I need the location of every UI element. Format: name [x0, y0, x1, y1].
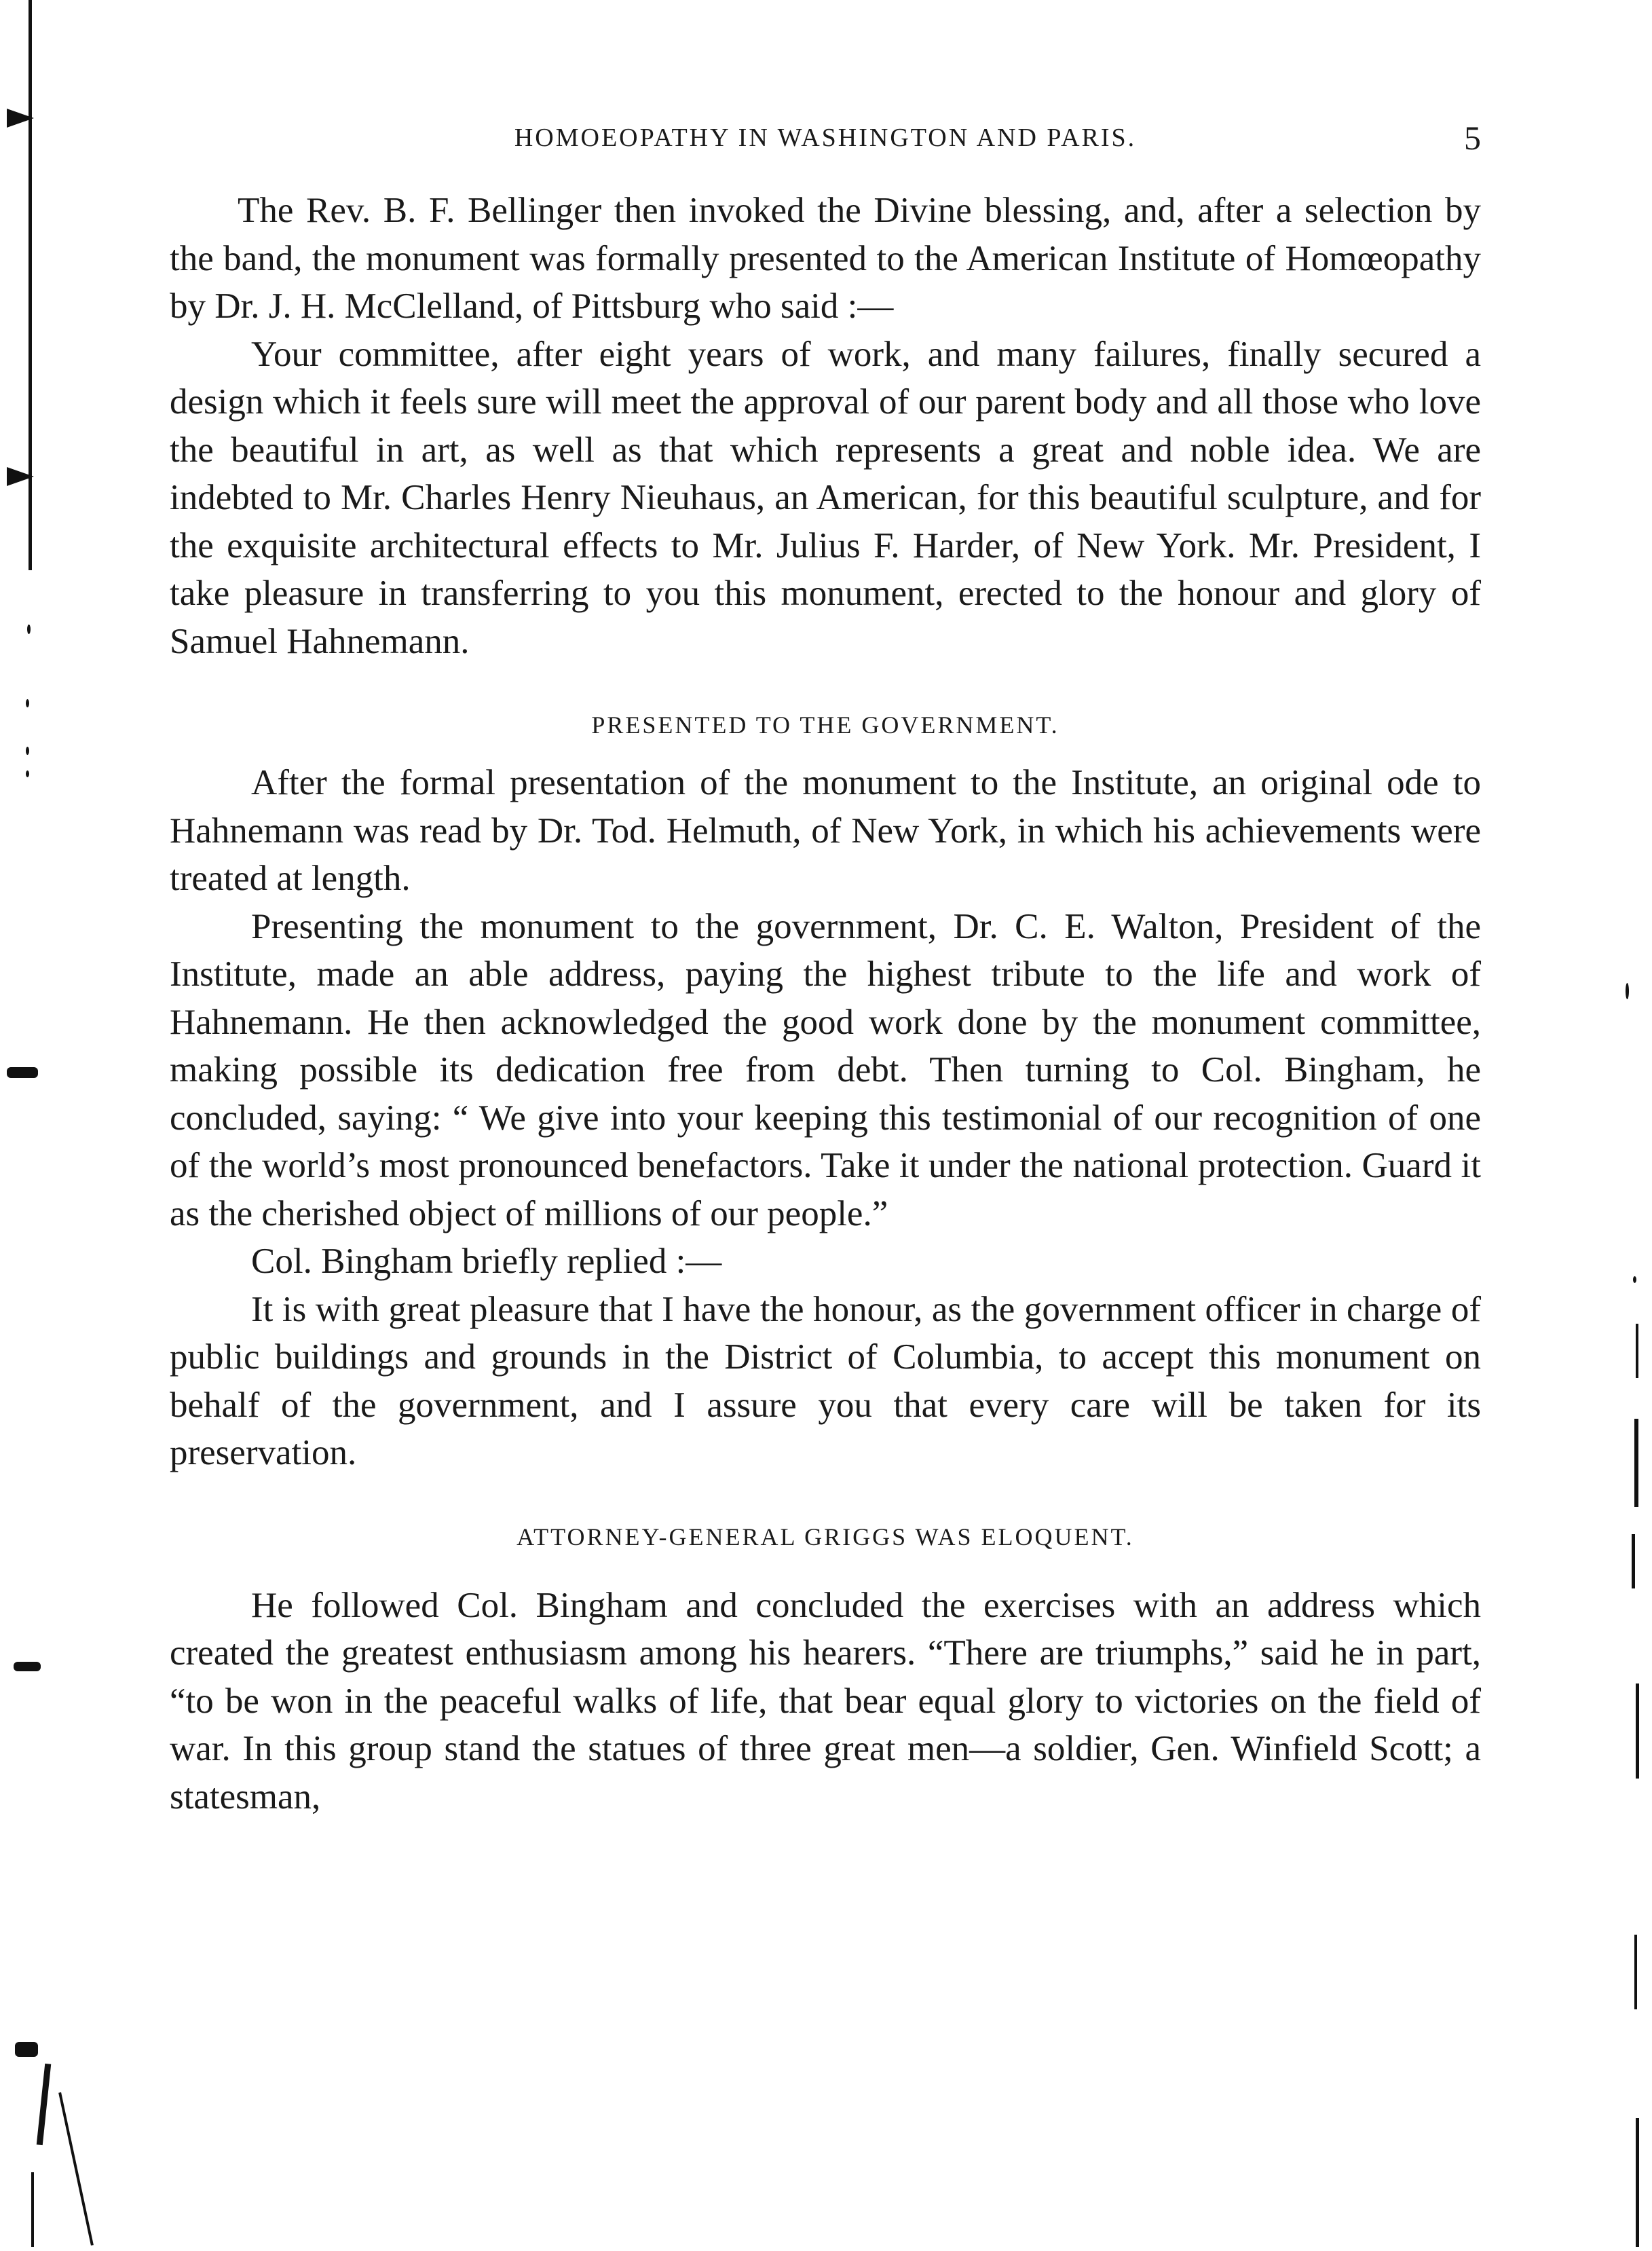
paragraph-committee-speech: Your committee, after eight years of work, and many failures, finally secured a design which it feels sure will meet the approval of our parent body and all those who love the beautiful in art, as well as that which represents a great and noble idea. We are indebted to Mr. Charles Henry Nieuhaus, an American, for this beautiful sculpture, and for the exquisite architectural effects to Mr. Julius F. Harder, of New York. Mr. President, I take pleasure in transferring to you this monument, erected to the honour and glory of Samuel Hahnemann.	[170, 334, 1481, 661]
margin-blot	[15, 2042, 38, 2057]
margin-arrow-mark	[7, 467, 34, 486]
margin-speck	[27, 625, 31, 634]
paragraph-invocation: The Rev. B. F. Bellinger then invoked the Divine blessing, and, after a selection by the band, the monument was formally presented to the American Institute of Homœopathy by Dr. J. H. McClelland, of Pittsburg who said :—	[170, 191, 1481, 326]
page-number: 5	[1464, 119, 1481, 157]
margin-speck	[26, 770, 29, 777]
right-margin-stroke	[1636, 1324, 1638, 1378]
paragraph-griggs-address: He followed Col. Bingham and concluded the exercises with an address which created the greatest enthusiasm among his hearers. “There are triumphs,” said he in part, “to be won in the peaceful walks of life, that bear equal glory to victories on the field of war. In this group stand the statues of three great men—a soldier, Gen. Winfield Scott; a statesman,	[170, 1585, 1481, 1817]
body-text	[170, 187, 1481, 1821]
bottom-margin-stroke	[58, 2092, 94, 2246]
section-heading-government: PRESENTED TO THE GOVERNMENT.	[591, 711, 1059, 739]
bottom-margin-stroke	[31, 2172, 34, 2247]
running-head	[170, 114, 1481, 162]
right-margin-stroke	[1632, 1534, 1635, 1588]
right-margin-stroke	[1634, 1419, 1638, 1507]
margin-blot	[14, 1662, 41, 1671]
margin-arrow-mark	[7, 109, 34, 128]
right-margin-stroke	[1636, 1683, 1639, 1779]
bottom-margin-stroke	[37, 2064, 51, 2145]
section-heading-griggs: ATTORNEY-GENERAL GRIGGS WAS ELOQUENT.	[517, 1523, 1134, 1550]
margin-blot	[7, 1067, 38, 1078]
running-title: HOMOEOPATHY IN WASHINGTON AND PARIS.	[514, 124, 1137, 152]
margin-speck	[26, 699, 29, 707]
paragraph-ode: After the formal presentation of the monument to the Institute, an original ode to Hahnemann was read by Dr. Tod. Helmuth, of New York, in which his achievements were treated at length.	[170, 763, 1481, 898]
right-margin-stroke	[1636, 2118, 1639, 2247]
margin-speck	[1626, 983, 1629, 999]
paragraph-bingham-reply: It is with great pleasure that I have the honour, as the government officer in charge of public buildings and grounds in the District of Columbia, to accept this monument on behalf of the government, and I assure you that every care will be taken for its preservation.	[170, 1289, 1481, 1472]
right-margin-stroke	[1634, 1935, 1637, 2009]
margin-speck	[1633, 1276, 1636, 1283]
margin-speck	[26, 747, 29, 755]
paragraph-bingham-intro: Col. Bingham briefly replied :—	[251, 1242, 722, 1281]
paragraph-walton-address: Presenting the monument to the government, Dr. C. E. Walton, President of the Institute, made an able address, paying the highest tribute to the life and work of Hahnemann. He then acknowledged the good work done by the monument committee, making possible its dedication free from debt. Then turning to Col. Bingham, he concluded, saying: “ We give into your keeping this testimonial of our recognition of one of the world’s most pronounced benefactors. Take it under the national protection. Guard it as the cherished object of millions of our people.”	[170, 906, 1481, 1233]
